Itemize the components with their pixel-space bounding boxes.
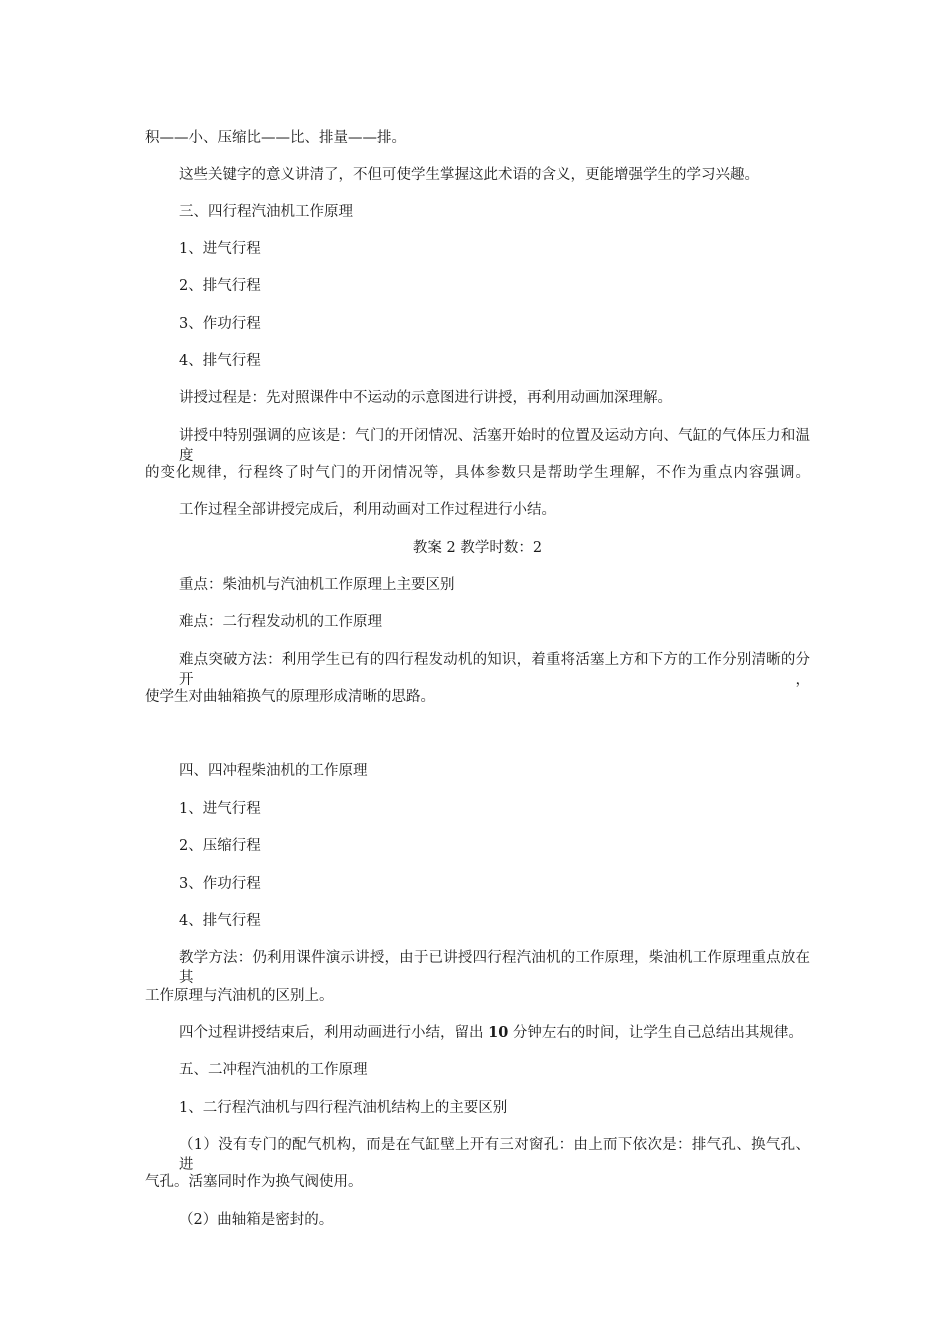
subsection-heading: 1、二行程汽油机与四行程汽油机结构上的主要区别 — [179, 1100, 508, 1116]
list-item: 3、作功行程 — [179, 876, 261, 892]
paragraph-line: 工作过程全部讲授完成后，利用动画对工作过程进行小结。 — [179, 502, 556, 518]
key-point: 重点：柴油机与汽油机工作原理上主要区别 — [179, 577, 455, 593]
paragraph-line: 这些关键字的意义讲清了，不但可使学生掌握这此术语的含义，更能增强学生的学习兴趣。 — [179, 167, 759, 183]
list-item: 4、排气行程 — [179, 353, 261, 369]
section-heading: 三、四行程汽油机工作原理 — [179, 204, 353, 220]
list-item: 2、排气行程 — [179, 278, 261, 294]
paragraph-line: 积——小、压缩比——比、排量——排。 — [145, 130, 406, 146]
section-heading: 五、二冲程汽油机的工作原理 — [179, 1062, 368, 1078]
paragraph-line — [179, 1023, 810, 1043]
bold-number: 10 — [488, 1024, 509, 1041]
paragraph-line: 讲授过程是：先对照课件中不运动的示意图进行讲授，再利用动画加深理解。 — [179, 390, 672, 406]
text-segment: 四个过程讲授结束后，利用动画进行小结，留出 — [179, 1025, 489, 1041]
list-item: 3、作功行程 — [179, 316, 261, 332]
difficulty: 难点：二行程发动机的工作原理 — [179, 614, 382, 630]
list-item: 1、进气行程 — [179, 241, 261, 257]
text-segment: 分钟左右的时间，让学生自己总结出其规律。 — [508, 1025, 803, 1041]
paragraph-line: 使学生对曲轴箱换气的原理形成清晰的思路。 — [145, 689, 435, 705]
paragraph-line: 教学方法：仍利用课件演示讲授，由于已讲授四行程汽油机的工作原理，柴油机工作原理重点放在其 — [179, 950, 810, 986]
list-item: 4、排气行程 — [179, 913, 261, 929]
section-heading: 四、四冲程柴油机的工作原理 — [179, 763, 368, 779]
paragraph-line: 工作原理与汽油机的区别上。 — [145, 988, 334, 1004]
lesson-title: 教案 2 教学时数：2 — [412, 540, 543, 556]
paragraph-line: 的变化规律，行程终了时气门的开闭情况等，具体参数只是帮助学生理解，不作为重点内容强调。 — [145, 465, 810, 481]
paragraph-line: 难点突破方法：利用学生已有的四行程发动机的知识，着重将活塞上方和下方的工作分别清晰的分开， — [179, 652, 810, 688]
list-item: 1、进气行程 — [179, 801, 261, 817]
paragraph-line: （2）曲轴箱是密封的。 — [179, 1212, 334, 1228]
paragraph-line: 讲授中特别强调的应该是：气门的开闭情况、活塞开始时的位置及运动方向、气缸的气体压力和温度 — [179, 428, 810, 464]
list-item: 2、压缩行程 — [179, 838, 261, 854]
paragraph-line: 气孔。活塞同时作为换气阀使用。 — [145, 1174, 363, 1190]
paragraph-line: （1）没有专门的配气机构，而是在气缸壁上开有三对窗孔：由上而下依次是：排气孔、换气孔、进 — [179, 1137, 810, 1173]
